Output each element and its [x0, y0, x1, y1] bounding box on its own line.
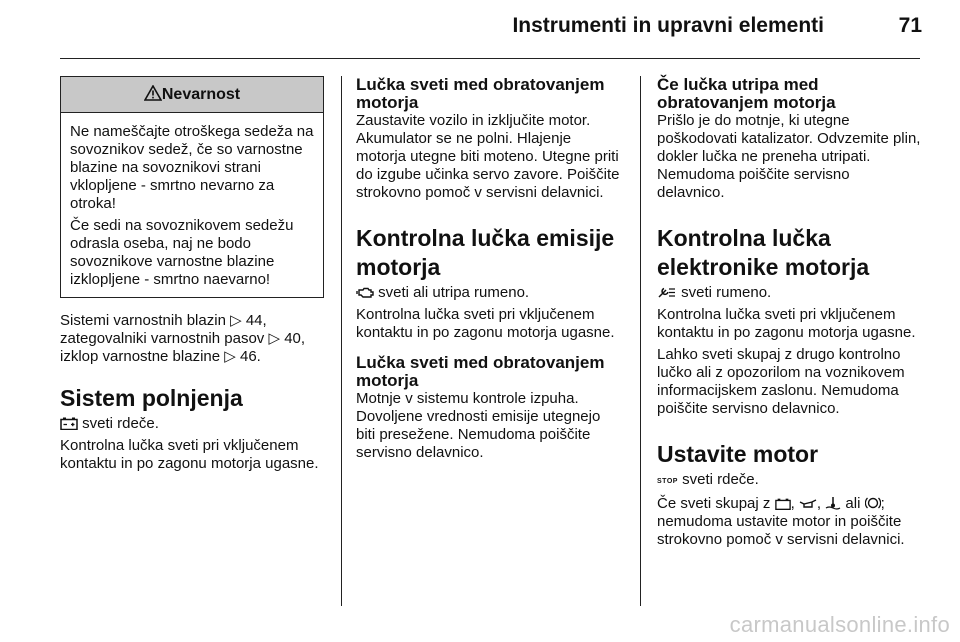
body-paragraph: Motnje v sistemu kontrole izpuha. Dovoljene vrednosti emisije utegnejo biti presežene. Nemudoma poiščite servisno delavnico. [356, 390, 601, 461]
body-paragraph: Zaustavite vozilo in izključite motor. Akumulator se ne polni. Hlajenje motorja utegne biti moteno. Utegne priti do izgube učinka servo zavore. Poiščite strokovno pomoč v servisni delavnici. [356, 112, 620, 201]
warning-body [61, 113, 323, 297]
brake-system-icon [865, 496, 881, 510]
warning-box [60, 76, 324, 298]
subsection-heading: Lučka sveti med obratovanjem motorja [356, 75, 605, 112]
body-paragraph: Kontrolna lučka sveti pri vključenem kontaktu in po zagonu motorja ugasne. [356, 306, 615, 341]
section-heading: Ustavite motor [657, 441, 819, 467]
engine-check-icon [356, 286, 374, 299]
warning-paragraph: Ne nameščajte otroškega sedeža na sovoznikov sedež, če so varnostne blazine na sovoznikovi strani vklopljene - smrtno nevarno za otroka! [70, 123, 314, 212]
status-text: sveti rdeče. [82, 415, 159, 432]
status-line [657, 471, 921, 491]
battery-icon [60, 417, 78, 430]
page-ref-link[interactable]: 40, [284, 330, 306, 347]
page-ref-arrow-icon: ▷ [268, 330, 281, 347]
column-left [60, 76, 326, 477]
body-paragraph: Kontrolna lučka sveti pri vključenem kontaktu in po zagonu motorja ugasne. [657, 306, 916, 341]
body-paragraph: Če sveti skupaj z , , ali ; nemudoma ustavite motor in poiščite strokovno pomoč v servisni delavnici. [657, 495, 905, 548]
battery-icon [775, 498, 791, 510]
stop-indicator-icon: STOP [657, 478, 678, 485]
section-heading: Kontrolna lučka elektronike motorja [657, 225, 870, 280]
subsection-heading: Lučka sveti med obratovanjem motorja [356, 353, 605, 390]
subsection-heading: Če lučka utripa med obratovanjem motorja [657, 75, 836, 112]
reference-paragraph [60, 312, 326, 366]
page-ref-link[interactable]: 46. [239, 348, 261, 365]
status-line [356, 284, 622, 302]
page-number: 71 [898, 14, 922, 37]
oil-pressure-icon [799, 498, 817, 510]
column-divider [640, 76, 641, 606]
body-paragraph: Prišlo je do motnje, ki utegne poškodovati katalizator. Odvzemite plin, dokler lučka ne preneha utripati. Nemudoma poiščite servisno delavnico. [657, 112, 921, 201]
header-rule [60, 58, 920, 59]
status-line [657, 284, 921, 302]
body-paragraph: Lahko sveti skupaj z drugo kontrolno lučko ali z opozorilom na voznikovem informacijskem zaslonu. Nemudoma poiščite servisno delavnico. [657, 346, 905, 417]
status-text: sveti ali utripa rumeno. [378, 284, 530, 301]
warning-paragraph: Če sedi na sovoznikovem sedežu odrasla oseba, naj ne bodo sovoznikove varnostne blazine izklopljene - smrtno naevarno! [70, 217, 294, 288]
status-text: sveti rumeno. [681, 284, 772, 301]
watermark: carmanualsonline.info [729, 612, 950, 637]
section-heading: Sistem polnjenja [60, 385, 243, 411]
engine-electronics-wrench-icon [657, 286, 677, 299]
status-text: sveti rdeče. [682, 471, 759, 488]
reference-text: izklop varnostne blazine [60, 348, 221, 365]
page-ref-link[interactable]: 44, [245, 312, 267, 329]
column-middle [356, 76, 622, 466]
coolant-temperature-icon [825, 496, 841, 510]
page-header-title: Instrumenti in upravni elementi [512, 14, 824, 37]
section-heading: Kontrolna lučka emisije motorja [356, 225, 615, 280]
warning-header [61, 77, 323, 113]
page-ref-arrow-icon: ▷ [224, 348, 236, 365]
warning-title: Nevarnost [161, 86, 241, 103]
reference-text: Sistemi varnostnih blazin [60, 312, 226, 329]
status-line [60, 415, 326, 433]
reference-text: zategovalniki varnostnih pasov [60, 330, 265, 347]
body-paragraph: Kontrolna lučka sveti pri vključenem kontaktu in po zagonu motorja ugasne. [60, 437, 319, 472]
column-divider [341, 76, 342, 606]
column-right [657, 76, 921, 553]
warning-triangle-icon [144, 85, 162, 101]
page-ref-arrow-icon: ▷ [230, 312, 242, 329]
